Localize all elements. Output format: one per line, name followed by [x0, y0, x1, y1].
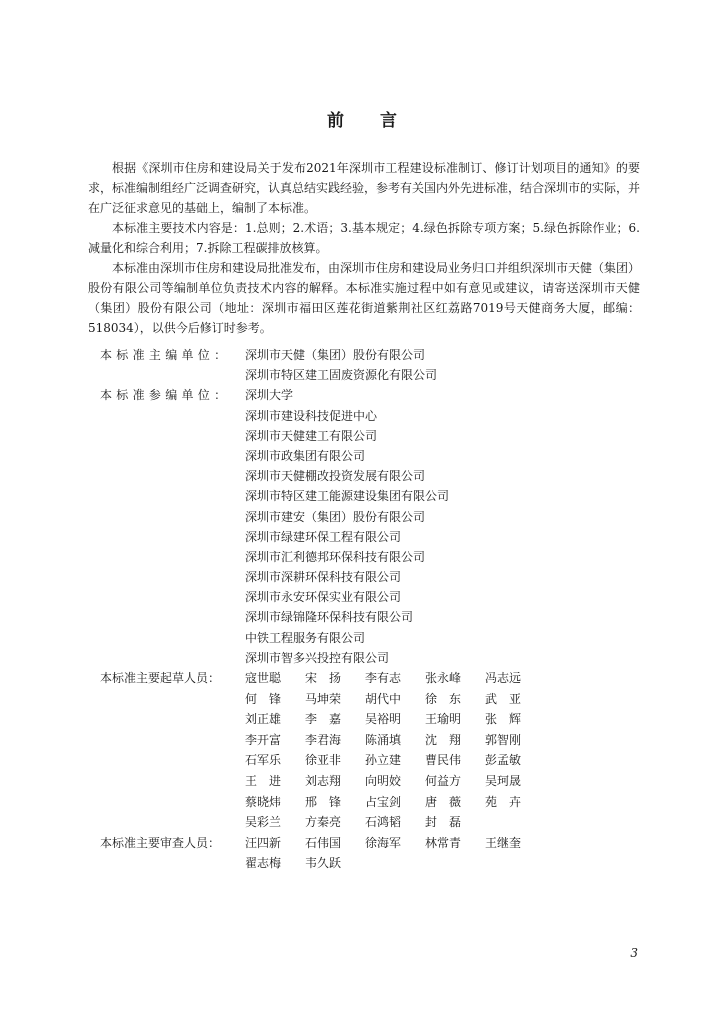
drafter-name: 向明姣 [365, 773, 402, 788]
chief-units-items [245, 345, 640, 385]
page-number: 3 [630, 946, 638, 960]
drafter-name: 郭智刚 [485, 732, 522, 747]
drafter-name: 方秦亮 [305, 815, 342, 830]
unit-item: 深圳市政集团有限公司 [245, 448, 366, 463]
unit-item: 深圳市特区建工能源建设集团有限公司 [245, 489, 450, 504]
reviewers-group [100, 833, 640, 874]
unit-item: 深圳市天健建工有限公司 [245, 428, 378, 443]
drafter-name: 武 亚 [485, 691, 522, 706]
chief-units-label: 本标准主编单位： [100, 348, 231, 362]
unit-item: 深圳市天健（集团）股份有限公司 [245, 348, 426, 362]
drafter-name: 王瑜明 [425, 712, 462, 727]
reviewer-name: 石伟国 [305, 835, 342, 850]
title-char-2: 言 [380, 111, 397, 131]
drafter-name: 邢 锋 [305, 794, 342, 809]
drafters-label: 本标准主要起草人员： [100, 671, 221, 685]
drafter-name: 李君海 [305, 732, 342, 747]
paragraph-content: 本标准主要技术内容是：1.总则；2.术语；3.基本规定；4.绿色拆除专项方案；5.绿色拆除作业；6.减量化和综合利用；7.拆除工程碳排放核算。 [88, 221, 640, 255]
participating-units-label: 本标准参编单位： [100, 388, 231, 403]
title-char-1: 前 [327, 111, 344, 131]
drafter-name: 占宝剑 [365, 794, 402, 809]
participating-units-items [245, 385, 640, 668]
drafter-name: 苑 卉 [485, 794, 522, 809]
drafters-names [245, 668, 640, 833]
drafter-name: 孙立建 [365, 753, 402, 768]
unit-item: 深圳市深耕环保科技有限公司 [245, 570, 402, 585]
drafter-name: 李有志 [365, 671, 402, 685]
drafter-name: 王 进 [245, 773, 282, 788]
drafter-name: 蔡晓炜 [245, 794, 282, 809]
drafter-name: 李开富 [245, 732, 282, 747]
drafter-name: 吴珂晟 [485, 773, 522, 788]
reviewers-names [245, 833, 640, 874]
unit-item: 深圳市建安（集团）股份有限公司 [245, 509, 426, 524]
drafter-name: 徐亚非 [305, 753, 342, 768]
unit-item: 深圳市特区建工固废资源化有限公司 [245, 368, 438, 383]
drafter-name: 马坤荣 [305, 691, 342, 706]
paragraph-basis: 根据《深圳市住房和建设局关于发布2021年深圳市工程建设标准制订、修订计划项目的通知》的要求，标准编制组经广泛调查研究，认真总结实践经验，参考有关国内外先进标准，结合深圳市的实际，并在广泛征求意见的基础上，编制了本标准。 [88, 161, 641, 215]
drafter-name: 刘志翔 [305, 773, 342, 788]
unit-item: 深圳市建设科技促进中心 [245, 408, 378, 423]
preface-body [88, 158, 640, 338]
page-title [0, 106, 724, 131]
drafter-name: 何益方 [425, 773, 462, 788]
drafter-name: 胡代中 [365, 691, 402, 706]
drafter-name: 石军乐 [245, 753, 282, 768]
drafter-name: 冯志远 [485, 671, 522, 685]
drafter-name: 曹民伟 [425, 753, 462, 768]
unit-item: 深圳市汇利德邦环保科技有限公司 [245, 549, 426, 564]
reviewers-label: 本标准主要审查人员： [100, 835, 221, 850]
drafter-name: 彭孟敏 [485, 753, 522, 768]
chief-units-group [100, 345, 640, 385]
contributors-list [100, 345, 640, 874]
drafter-name: 张 辉 [485, 712, 522, 727]
reviewer-name: 王继奎 [485, 835, 522, 850]
drafters-group [100, 668, 640, 833]
paragraph-publisher: 本标准由深圳市住房和建设局批准发布，由深圳市住房和建设局业务归口并组织深圳市天健（集团）股份有限公司等编制单位负责技术内容的解释。本标准实施过程中如有意见或建议，请寄送深圳市天健（集团）股份有限公司（地址：深圳市福田区莲花街道紫荆社区红荔路7019号天健商务大厦，邮编：518034），以供今后修订时参考。 [88, 261, 641, 335]
drafter-name: 封 磊 [425, 815, 462, 830]
drafter-name: 吴裕明 [365, 712, 402, 727]
drafter-name: 陈涌填 [365, 732, 402, 747]
unit-item: 深圳市智多兴投控有限公司 [245, 650, 390, 665]
drafter-name: 何 锋 [245, 691, 282, 706]
participating-units-group [100, 385, 640, 668]
drafter-name: 宋 扬 [305, 671, 342, 685]
unit-item: 深圳市天健棚改投资发展有限公司 [245, 469, 426, 484]
drafter-name: 刘正雄 [245, 712, 282, 727]
drafter-name: 唐 薇 [425, 794, 462, 809]
drafter-name: 沈 翔 [425, 732, 462, 747]
unit-item: 深圳市绿建环保工程有限公司 [245, 529, 402, 544]
drafter-name: 徐 东 [425, 691, 462, 706]
unit-item: 深圳市绿锦隆环保科技有限公司 [245, 610, 414, 625]
reviewer-name: 韦久跃 [305, 856, 342, 871]
drafter-name: 石鸿韬 [365, 815, 402, 830]
reviewer-name: 翟志梅 [245, 856, 282, 871]
drafter-name: 吴彩兰 [245, 815, 282, 830]
reviewer-name: 汪四新 [245, 835, 282, 850]
unit-item: 中铁工程服务有限公司 [245, 630, 366, 645]
reviewer-name: 徐海军 [365, 835, 402, 850]
reviewer-name: 林常青 [425, 835, 462, 850]
drafter-name: 李 嘉 [305, 712, 342, 727]
unit-item: 深圳大学 [245, 388, 294, 403]
unit-item: 深圳市永安环保实业有限公司 [245, 590, 402, 605]
drafter-name: 张永峰 [425, 671, 462, 685]
drafter-name: 寇世聪 [245, 671, 282, 685]
